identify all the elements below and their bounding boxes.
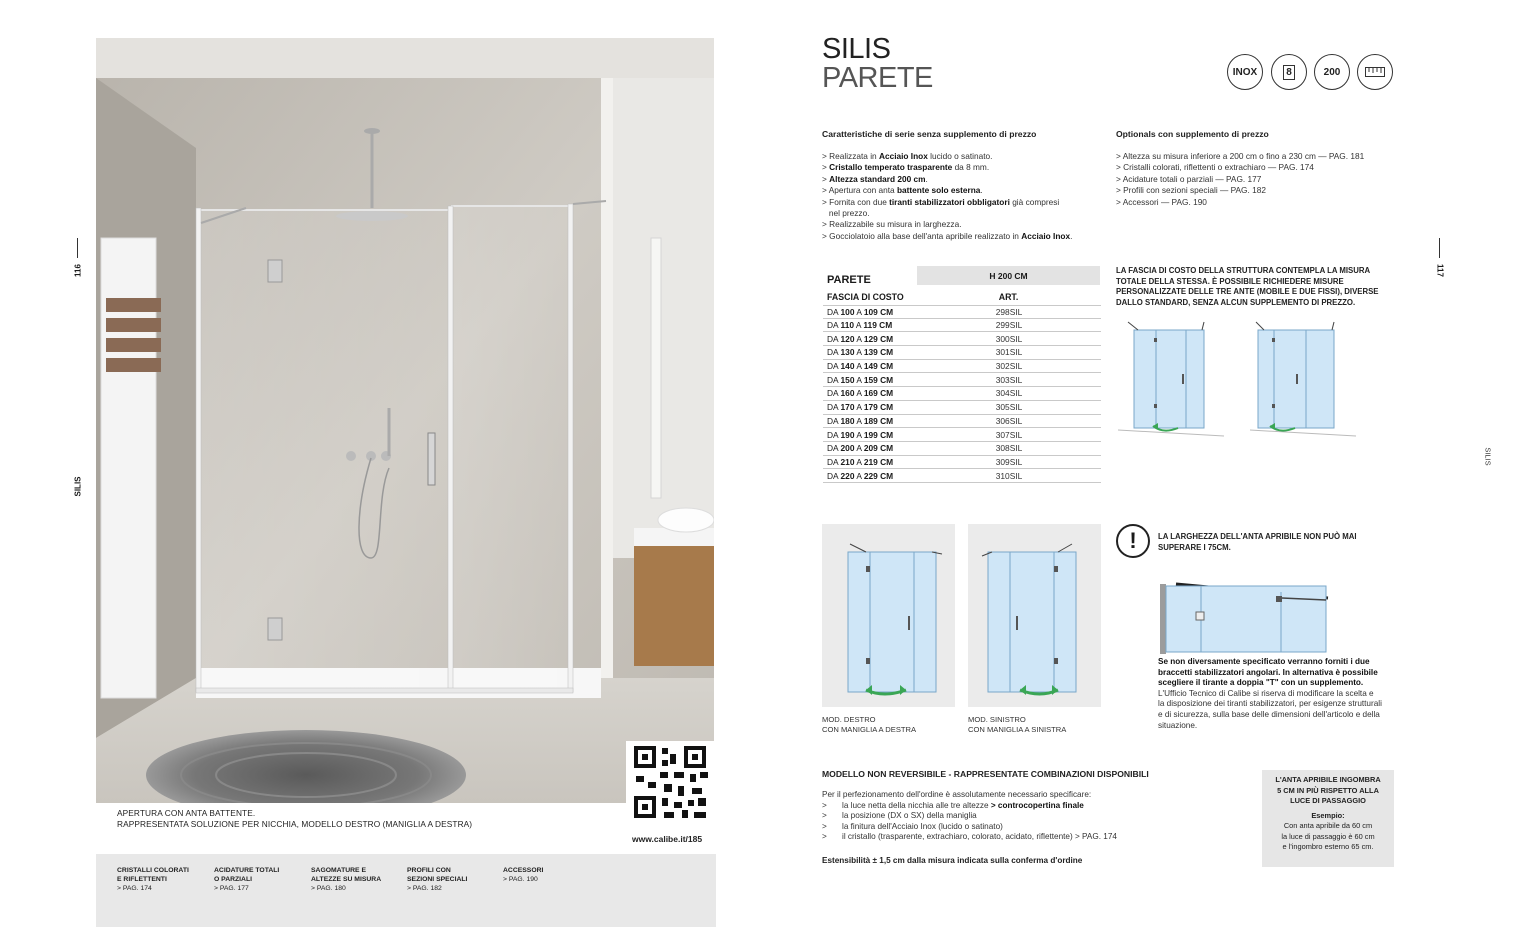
table-title: PARETE xyxy=(827,274,871,286)
info-example-title: Esempio: xyxy=(1311,810,1345,820)
cost-range: DA 120 A 129 CM xyxy=(827,333,894,344)
order-item: il cristallo (trasparente, extrachiaro, colorato, acidato, riflettente) > PAG. 174 xyxy=(842,832,1117,842)
thickness-label: 8 xyxy=(1283,65,1295,80)
article-code: 300SIL xyxy=(995,333,1023,344)
photo-caption xyxy=(117,808,472,829)
shower-right-icon xyxy=(822,524,955,707)
list-marker: > xyxy=(822,821,827,831)
caption-line: CON MANIGLIA A DESTRA xyxy=(822,725,917,734)
order-item: la finitura dell'Acciaio Inox (lucido o satinato) xyxy=(842,821,1003,831)
page-number-left: 116 xyxy=(73,264,83,277)
warning-line: SUPERARE I 75CM. xyxy=(1158,542,1231,552)
info-line: L'ANTA APRIBILE INGOMBRA xyxy=(1275,775,1381,784)
list-item[interactable]: > Accessori — PAG. 190 xyxy=(1116,196,1207,207)
article-code: 303SIL xyxy=(995,374,1023,385)
model-right-caption xyxy=(822,715,916,735)
cost-range: DA 180 A 189 CM xyxy=(827,415,894,426)
band-item-sagomature[interactable] xyxy=(311,866,381,893)
info-line: 5 CM IN PIÙ RISPETTO ALLA xyxy=(1277,785,1379,795)
info-example-line: e l'ingombro esterno 65 cm. xyxy=(1282,842,1374,851)
bracket-bold-line: braccetti stabilizzatori angolari. In alternativa è possibile xyxy=(1158,667,1378,677)
product-subtitle: PARETE xyxy=(822,62,933,94)
order-item: la posizione (DX o SX) della maniglia xyxy=(842,811,977,821)
band-page: > PAG. 177 xyxy=(214,885,249,892)
band-item-accessori[interactable] xyxy=(503,866,543,884)
note-line: LA FASCIA DI COSTO DELLA STRUTTURA CONTEMPLA LA MISURA xyxy=(1116,266,1371,275)
measure-icon xyxy=(1357,54,1393,90)
list-marker: > xyxy=(822,811,827,821)
order-intro: Per il perfezionamento dell'ordine è assolutamente necessario specificare: xyxy=(822,790,1092,799)
side-label-left: SILIS xyxy=(73,476,83,497)
plan-diagram-1 xyxy=(1118,318,1228,438)
inox-label: INOX xyxy=(1232,66,1258,78)
band-page: > PAG. 180 xyxy=(311,885,346,892)
features-title: Caratteristiche di serie senza supplemento di prezzo xyxy=(822,129,1037,139)
article-code: 307SIL xyxy=(995,429,1023,440)
bracket-line: L'Ufficio Tecnico di Calibe si riserva di modificare la scelta e xyxy=(1158,688,1374,698)
bracket-info xyxy=(1158,657,1382,731)
table-row xyxy=(823,305,1101,319)
inox-icon xyxy=(1227,54,1263,90)
cost-range: DA 130 A 139 CM xyxy=(827,347,894,358)
list-item: > Gocciolatoio alla base dell'anta apribile realizzato in Acciaio Inox. xyxy=(822,230,1073,241)
band-title: CRISTALLI COLORATI xyxy=(117,867,189,874)
bracket-bold-line: Se non diversamente specificato verranno forniti i due xyxy=(1158,657,1370,666)
list-item: > Apertura con anta battente solo esterna. xyxy=(822,185,983,196)
side-label-right: SILIS xyxy=(1483,447,1493,466)
caption-line2: RAPPRESENTATA SOLUZIONE PER NICCHIA, MODELLO DESTRO (MANIGLIA A DESTRA) xyxy=(117,818,473,829)
table-row xyxy=(823,401,1101,415)
band-page: > PAG. 182 xyxy=(407,885,442,892)
band-item-profili[interactable] xyxy=(407,866,467,893)
cost-range: DA 100 A 109 CM xyxy=(827,306,894,317)
table-row xyxy=(823,373,1101,387)
optionals-title: Optionals con supplemento di prezzo xyxy=(1116,129,1269,139)
article-code: 305SIL xyxy=(995,402,1023,413)
band-title: O PARZIALI xyxy=(214,876,253,883)
info-example-line: la luce di passaggio è 60 cm xyxy=(1281,831,1375,841)
note-line: PERSONALIZZATE DELLE TRE ANTE (MOBILE E DUE FISSI), DIVERSE xyxy=(1116,287,1379,296)
page-number-right: 117 xyxy=(1435,264,1445,277)
article-code: 299SIL xyxy=(995,320,1023,331)
table-column-header: H 200 CM xyxy=(917,266,1100,285)
height-label: 200 xyxy=(1323,66,1341,78)
warning-text xyxy=(1158,532,1357,553)
page-number-rule-right xyxy=(1439,238,1440,258)
article-code: 298SIL xyxy=(995,306,1023,317)
list-marker: > xyxy=(822,832,827,842)
glass-thickness-icon xyxy=(1271,54,1307,90)
info-box xyxy=(1262,770,1394,867)
cost-range: DA 210 A 219 CM xyxy=(827,456,894,467)
price-table xyxy=(823,305,1101,483)
table-row xyxy=(823,415,1101,429)
table-row xyxy=(823,428,1101,442)
band-title: SAGOMATURE E xyxy=(311,867,367,874)
cost-range: DA 140 A 149 CM xyxy=(827,361,894,372)
article-code: 310SIL xyxy=(995,470,1023,481)
info-example-line: Con anta apribile da 60 cm xyxy=(1283,821,1373,830)
band-page: > PAG. 174 xyxy=(117,885,152,892)
plan-diagram-2 xyxy=(1250,318,1360,438)
warning-line: LA LARGHEZZA DELL'ANTA APRIBILE NON PUÒ MAI xyxy=(1158,532,1357,541)
band-title: SEZIONI SPECIALI xyxy=(407,876,468,883)
band-title: ACCESSORI xyxy=(503,867,544,874)
table-row xyxy=(823,387,1101,401)
list-item: > Cristallo temperato trasparente da 8 mm. xyxy=(822,162,990,173)
caption-line: MOD. SINISTRO xyxy=(968,715,1026,724)
list-item: > Fornita con due tiranti stabilizzatori obbligatori già compresi xyxy=(822,196,1060,207)
list-item[interactable]: > Profili con sezioni speciali — PAG. 182 xyxy=(1116,185,1266,196)
bracket-line: situazione. xyxy=(1158,720,1198,730)
cost-range: DA 170 A 179 CM xyxy=(827,402,894,413)
height-icon xyxy=(1314,54,1350,90)
band-title: ALTEZZE SU MISURA xyxy=(311,876,382,883)
bracket-bold-line: scegliere il tirante a doppia "T" con un supplemento. xyxy=(1158,678,1364,688)
qr-code-icon xyxy=(634,746,722,834)
table-sub-header-cost: FASCIA DI COSTO xyxy=(827,292,904,302)
note-line: TOTALE DELLA STESSA. È POSSIBILE RICHIEDERE MISURE xyxy=(1116,276,1344,286)
article-code: 301SIL xyxy=(995,347,1023,358)
note-line: DALLO STANDARD, SENZA ALCUN SUPPLEMENTO DI PREZZO. xyxy=(1116,297,1356,307)
cost-range: DA 110 A 119 CM xyxy=(827,320,893,331)
list-marker: > xyxy=(822,800,827,810)
table-row xyxy=(823,319,1101,333)
list-item[interactable]: > Altezza su misura inferiore a 200 cm o fino a 230 cm — PAG. 181 xyxy=(1116,151,1365,161)
article-code: 306SIL xyxy=(995,415,1023,426)
bracket-line: e di sicurezza, sulla base delle dimensioni dell'articolo e della xyxy=(1158,709,1380,719)
list-item: > Altezza standard 200 cm. xyxy=(822,173,928,184)
table-row xyxy=(823,456,1101,470)
optionals-list xyxy=(1116,151,1364,208)
cost-range: DA 150 A 159 CM xyxy=(827,374,894,385)
table-row xyxy=(823,442,1101,456)
options-band xyxy=(96,854,716,927)
stabilizer-bracket-diagram xyxy=(1156,574,1336,654)
list-item: nel prezzo. xyxy=(822,208,870,219)
cost-note xyxy=(1116,266,1379,308)
page-number-rule xyxy=(77,238,78,258)
info-line: LUCE DI PASSAGGIO xyxy=(1290,796,1366,805)
cost-range: DA 190 A 199 CM xyxy=(827,429,894,440)
table-row xyxy=(823,332,1101,346)
shower-illustration xyxy=(96,38,714,803)
band-item-acidature[interactable] xyxy=(214,866,279,893)
band-title: E RIFLETTENTI xyxy=(117,876,167,883)
model-right-diagram xyxy=(822,524,955,707)
product-photo xyxy=(96,38,714,803)
table-row xyxy=(823,360,1101,374)
band-title: PROFILI CON xyxy=(407,867,451,874)
article-code: 302SIL xyxy=(995,361,1023,372)
table-row xyxy=(823,346,1101,360)
product-title: SILIS xyxy=(822,33,891,65)
order-item-bold: > controcopertina finale xyxy=(990,800,1084,810)
model-left-caption xyxy=(968,715,1066,735)
caption-line: MOD. DESTRO xyxy=(822,715,876,724)
caption-line: CON MANIGLIA A SINISTRA xyxy=(968,725,1067,734)
caption-line1: APERTURA CON ANTA BATTENTE. xyxy=(117,808,256,818)
band-item-cristalli[interactable] xyxy=(117,866,189,893)
bracket-line: la disposizione dei tiranti stabilizzatori, per esigenze strutturali xyxy=(1158,699,1382,709)
article-code: 309SIL xyxy=(995,456,1023,467)
list-item: > Realizzabile su misura in larghezza. xyxy=(822,219,962,230)
band-title: ACIDATURE TOTALI xyxy=(214,867,280,874)
cost-range: DA 220 A 229 CM xyxy=(827,470,894,481)
table-sub-header-art: ART. xyxy=(998,292,1019,302)
order-item: la luce netta della nicchia alle tre altezze xyxy=(842,800,991,810)
article-code: 304SIL xyxy=(995,388,1023,399)
list-item[interactable]: > Cristalli colorati, riflettenti o extrachiaro — PAG. 174 xyxy=(1116,162,1314,173)
order-info xyxy=(822,790,1117,843)
shower-left-icon xyxy=(968,524,1101,707)
non-reversible-title: MODELLO NON REVERSIBILE - RAPPRESENTATE COMBINAZIONI DISPONIBILI xyxy=(822,769,1149,779)
band-page: > PAG. 190 xyxy=(503,876,538,883)
cost-range: DA 200 A 209 CM xyxy=(827,443,894,454)
cost-range: DA 160 A 169 CM xyxy=(827,388,894,399)
list-item[interactable]: > Acidature totali o parziali — PAG. 177 xyxy=(1116,173,1262,184)
warning-icon: ! xyxy=(1116,524,1150,558)
list-item: > Realizzata in Acciaio Inox lucido o satinato. xyxy=(822,151,993,161)
ruler-icon xyxy=(1365,67,1385,77)
table-row xyxy=(823,469,1101,483)
model-left-diagram xyxy=(968,524,1101,707)
features-list xyxy=(822,151,1072,242)
qr-url[interactable]: www.calibe.it/185 xyxy=(632,834,703,844)
extensibility-note: Estensibilità ± 1,5 cm dalla misura indicata sulla conferma d'ordine xyxy=(822,856,1083,865)
article-code: 308SIL xyxy=(995,443,1023,454)
